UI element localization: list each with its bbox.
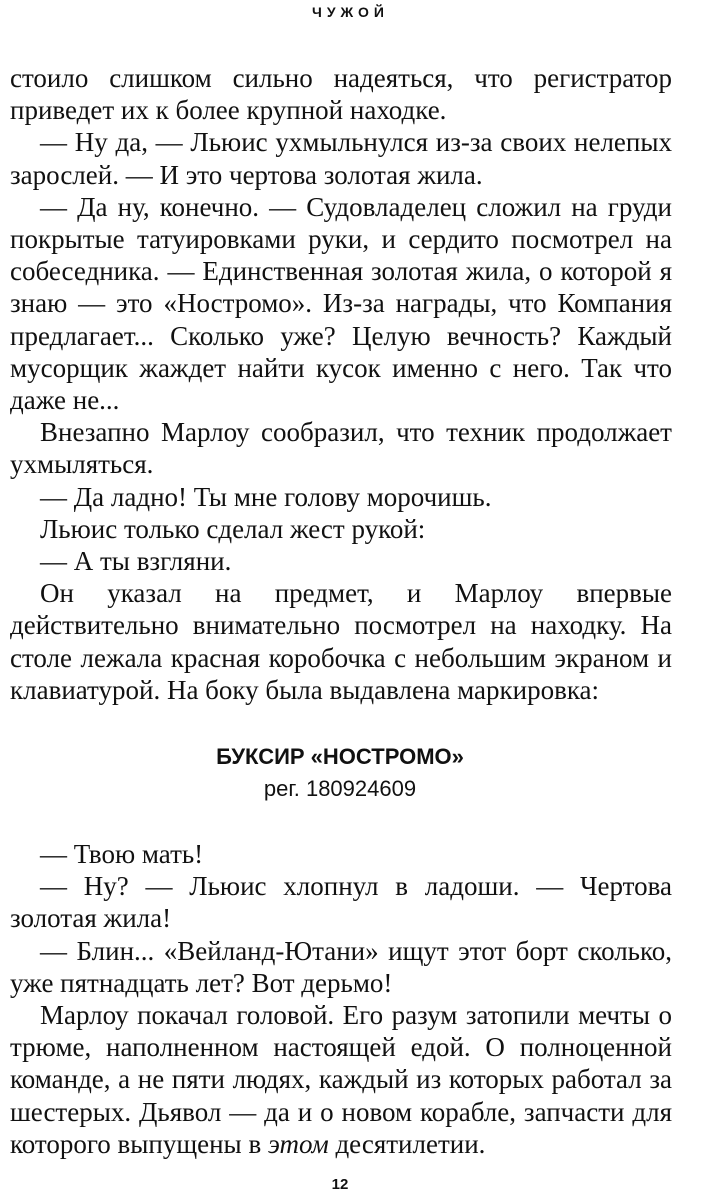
paragraph: [10, 999, 672, 1160]
paragraph: Он указал на предмет, и Марлоу впервые действительно внимательно посмотрел на находку. На столе лежала красная коробочка с небольшим экраном и клавиатурой. На боку была выдавлена маркировка:: [10, 578, 672, 705]
paragraph: — Твою мать!: [40, 839, 204, 869]
paragraph: Внезапно Марлоу сообразил, что техник продолжает ухмыляться.: [10, 417, 672, 480]
paragraph: — Ну? — Льюис хлопнул в ладоши. — Чертова золотая жила!: [10, 871, 672, 934]
paragraph: — Да ну, конечно. — Судовладелец сложил на груди покрытые татуировками руки, и сердито посмотрел на собеседника. — Единственная золотая жила, о которой я знаю — это «Ностромо». Из-за награды, что Компания предлагает... Сколько уже? Целую вечность? Каждый мусорщик жаждет найти кусок именно с него. Так что даже не...: [10, 191, 672, 416]
running-head: ЧУЖОЙ: [312, 4, 389, 20]
marking-registration: рег. 180924609: [263, 776, 417, 801]
paragraph: — Блин... «Вейланд-Ютани» ищут этот борт сколько, уже пятнадцать лет? Вот дерьмо!: [10, 935, 672, 998]
paragraph: Льюис только сделал жест рукой:: [40, 513, 426, 544]
paragraph: — А ты взгляни.: [40, 546, 232, 577]
paragraph: стоило слишком сильно надеяться, что регистратор приведет их к более крупной находке.: [10, 63, 672, 126]
paragraph-text-end: десятилетии.: [328, 1128, 486, 1159]
paragraph-text: Марлоу покачал головой. Его разум затопили мечты о трюме, наполненном настоящей едой. О полноценной команде, а не пяти людях, каждый из которых работал за шестерых. Дьявол — да и о новом корабле, запчасти для которого выпущены в: [10, 1000, 672, 1159]
body-text-bottom: [10, 838, 672, 1160]
marking-title: БУКСИР «НОСТРОМО»: [216, 744, 464, 769]
body-text-top: [10, 62, 672, 706]
page-number: 12: [331, 1176, 349, 1193]
emphasis-text: этом: [267, 1128, 329, 1159]
marking-caption: [0, 740, 680, 804]
paragraph: — Да ладно! Ты мне голову морочишь.: [40, 481, 492, 512]
paragraph: — Ну да, — Льюис ухмыльнулся из-за своих нелепых зарослей. — И это чертова золотая жила.: [10, 127, 672, 190]
